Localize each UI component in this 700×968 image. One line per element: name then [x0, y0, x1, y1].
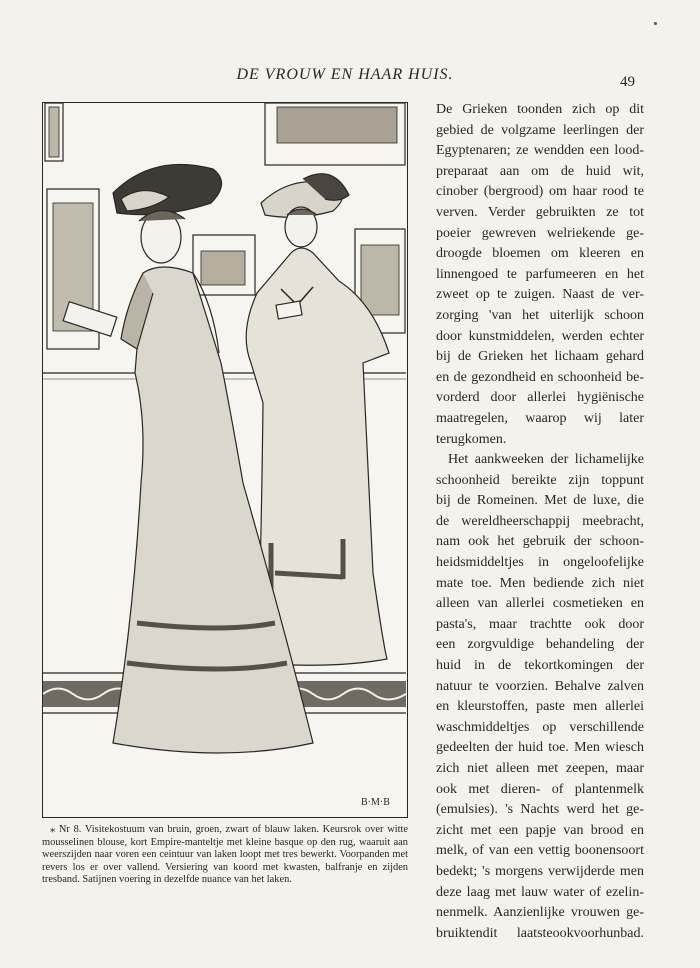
text-line: bij de Romeinen. Met de luxe, die	[436, 493, 644, 509]
text-line: gedeelten der huid toe. Men wiesch	[436, 740, 644, 756]
text-line: pasta's, maar trachtte ook door	[436, 616, 644, 632]
text-line: bij de Grieken het lichaam gehard	[436, 349, 644, 365]
text-line: heidsmiddeltjes in ongeloofelijke	[436, 555, 644, 571]
text-line: bedekt; 's morgens verwijderde men	[436, 863, 644, 879]
text-line: bruiktendit laatsteookvoorhunbad.	[436, 925, 644, 941]
text-line: Het aankweeken der lichamelijke	[448, 452, 644, 468]
running-title: DE VROUW EN HAAR HUIS.	[236, 66, 454, 83]
text-line: nenmelk. Aanzienlijke vrouwen ge-	[436, 905, 644, 921]
text-line: alleen van allerlei cosmetieken en	[436, 596, 644, 612]
text-line: nam ook het gebruik der schoon-	[436, 534, 644, 550]
text-line: en de gezondheid en schoonheid be-	[436, 369, 644, 385]
text-line: Egyptenaren; ze wendden een lood-	[436, 143, 644, 159]
text-line: huid in de tekortkomingen der	[436, 658, 644, 674]
text-line: natuur te voorzien. Behalve zalven	[436, 678, 644, 694]
text-line: zicht met een papje van brood en	[436, 822, 644, 838]
caption-text: ⁎ Nr 8. Visitekostuum van bruin, groen, zwart of blauw laken. Keursrok over witte mousselinen blouse, kort Empire-manteltje met kleine basque op den rug, waaruit aan weerszijden naar voren een ceintuur van laken loopt met tres bewerkt. Voorpanden met revers los er over vallend. Versiering van koord met kwasten, balfranje en zijden tresband. Satijnen voering in dezelfde nuance van het laken.	[42, 824, 408, 885]
print-speck	[654, 22, 657, 25]
text-line: maatregelen, waarop wij later	[436, 410, 644, 426]
plate-caption	[42, 824, 408, 887]
text-line: de wereldheerschappij meebracht,	[436, 513, 644, 529]
text-line: door kunstmiddelen, werden echter	[436, 328, 644, 344]
text-line: De Grieken toonden zich op dit	[436, 102, 644, 117]
text-line: cinober (bergrood) om haar rood te	[436, 184, 644, 200]
text-line: zorging 'van het uiterlijk schoon	[436, 307, 644, 323]
text-line: melk, of van een vettig boonensoort	[436, 843, 644, 859]
text-line: deze laag met lauw water of ezelin-	[436, 884, 644, 900]
text-line: terugkomen.	[436, 431, 507, 447]
page-number: 49	[620, 74, 635, 90]
text-line: schoonheid bereikte zijn toppunt	[436, 472, 644, 488]
artist-signature: B·M·B	[361, 797, 390, 808]
fashion-plate-illustration	[43, 103, 406, 816]
text-line: (emulsies). 's Nachts werd het ge-	[436, 802, 644, 818]
text-line: mate toe. Men bediende zich niet	[436, 575, 644, 591]
text-line: en kleurstoffen, paste men allerlei	[436, 699, 644, 715]
text-line: preparaat aan om de huid wit,	[436, 163, 644, 179]
text-line: een zorgvuldige behandeling der	[436, 637, 644, 653]
text-line: gebied de volgzame leerlingen der	[436, 122, 644, 138]
article-text	[424, 100, 644, 944]
paragraph-2	[424, 450, 644, 944]
text-line: linnengoed te parfumeeren en het	[436, 266, 644, 282]
text-line: verven. Verder gebruikten ze tot	[436, 204, 644, 220]
text-line: ook met dieren- of plantenmelk	[436, 781, 644, 797]
text-line: droogde bloemen om kleeren en	[436, 246, 644, 262]
text-line: vorderd door allerlei hygiënische	[436, 390, 644, 406]
text-line: zich niet alleen met zeepen, maar	[436, 761, 644, 776]
text-line: poeier gewreven welriekende ge-	[436, 225, 644, 241]
paragraph-1	[424, 100, 644, 450]
fashion-plate	[42, 102, 408, 818]
text-line: waschmiddeltjes op verschillende	[436, 719, 644, 735]
text-line: zweet op te zuigen. Naast de ver-	[436, 287, 644, 303]
